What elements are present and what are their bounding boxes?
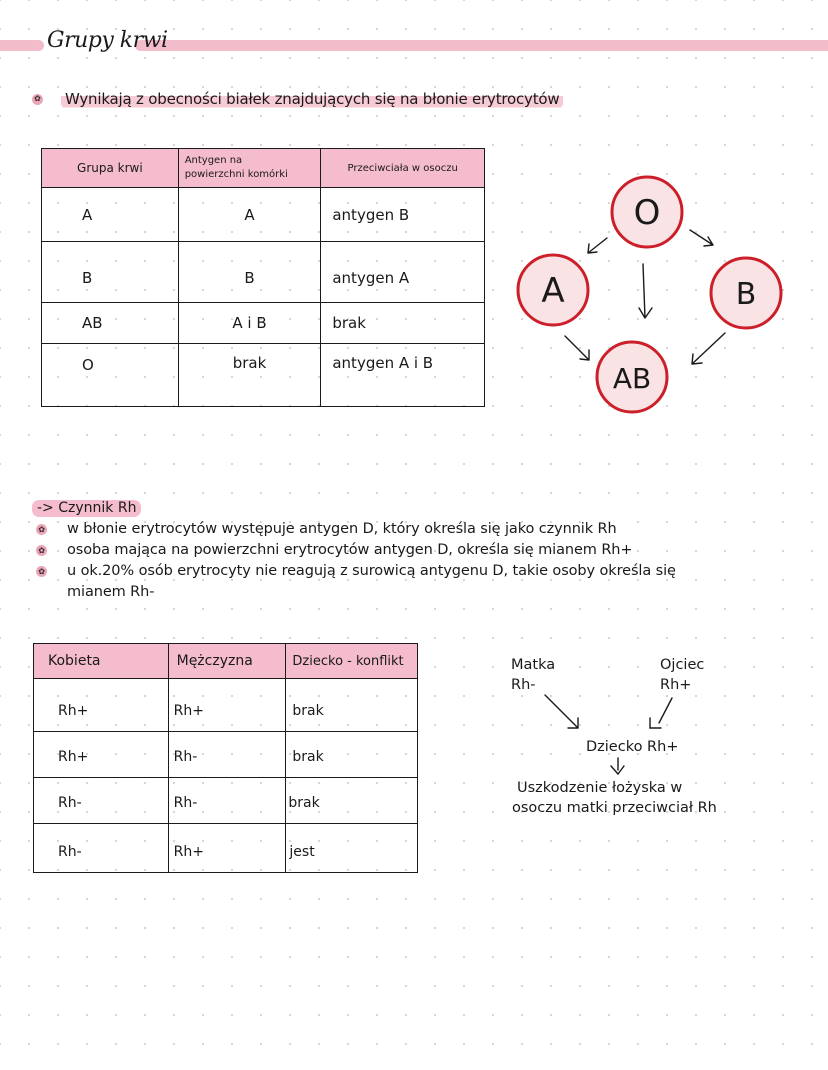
cell-conflict: brak: [286, 732, 418, 778]
cell-antigen: A: [178, 188, 321, 242]
table-header-row: [42, 149, 485, 188]
result-label-line2: osoczu matki przeciwciał Rh: [512, 800, 717, 816]
header-label: Grupa krwi: [77, 161, 143, 175]
cell-woman: Rh+: [34, 732, 169, 778]
intro-text: Wynikają z obecności białek znajdujących się na błonie erytrocytów: [61, 89, 563, 109]
list-item: [36, 540, 796, 561]
cell-antibodies: brak: [321, 303, 485, 344]
blood-compatibility-diagram: [500, 160, 800, 420]
page-title: Grupy krwi: [47, 28, 168, 53]
blood-group-table: [41, 148, 485, 407]
cell-woman: Rh-: [34, 778, 169, 824]
list-item-text: w błonie erytrocytów występuje antygen D, który określa się jako czynnik Rh: [67, 521, 617, 537]
arrow-child-to-result-icon: [611, 758, 624, 774]
table-row: [34, 679, 418, 732]
table-header-row: [34, 644, 418, 679]
header-antibodies: [321, 149, 485, 188]
table-row: [34, 778, 418, 824]
header-blood-group: [42, 149, 179, 188]
rh-flow-arrows: [500, 690, 720, 780]
table-row: [34, 732, 418, 778]
header-woman: Kobieta: [34, 644, 169, 679]
cell-antibodies: antygen A i B: [321, 344, 485, 407]
table-row: [42, 242, 485, 303]
father-label-line1: Ojciec: [660, 657, 705, 673]
arrow-o-to-a-icon: [588, 238, 607, 253]
intro-bullet: [32, 89, 563, 109]
cell-man: Rh+: [168, 824, 286, 873]
cell-conflict: jest: [286, 824, 418, 873]
flower-bullet-icon: ✿: [32, 94, 43, 105]
arrow-father-to-child-icon: [650, 698, 672, 728]
cell-group: O: [42, 344, 179, 407]
cell-man: Rh-: [168, 778, 286, 824]
node-o-label: O: [633, 193, 661, 233]
header-man: Mężczyzna: [168, 644, 286, 679]
flower-bullet-icon: ✿: [36, 524, 47, 535]
cell-conflict: brak: [286, 679, 418, 732]
cell-group: B: [42, 242, 179, 303]
cell-antigen: A i B: [178, 303, 321, 344]
list-item: [36, 561, 796, 603]
arrow-a-to-ab-icon: [565, 336, 589, 360]
title-highlight-left: [0, 40, 44, 51]
table-row: [34, 824, 418, 873]
flower-bullet-icon: ✿: [36, 545, 47, 556]
list-item-text-line1: u ok.20% osób erytrocyty nie reagują z surowicą antygenu D, takie osoby określa się: [67, 563, 676, 579]
cell-man: Rh-: [168, 732, 286, 778]
cell-woman: Rh+: [34, 679, 169, 732]
node-b-label: B: [735, 277, 757, 312]
father-label-line2: Rh+: [660, 677, 692, 693]
cell-antibodies: antygen B: [321, 188, 485, 242]
arrow-b-to-ab-icon: [692, 333, 725, 364]
title-highlight-right: [135, 40, 828, 51]
child-label: Dziecko Rh+: [586, 739, 679, 755]
node-ab-label: AB: [612, 362, 652, 395]
rh-conflict-table: [33, 643, 418, 873]
rh-section-heading: -> Czynnik Rh: [32, 500, 141, 517]
result-label-line1: Uszkodzenie łożyska w: [517, 780, 683, 796]
mother-label-line1: Matka: [511, 657, 556, 673]
table-row: [42, 303, 485, 344]
arrow-o-to-b-icon: [690, 230, 713, 246]
table-row: [42, 344, 485, 407]
header-label-line1: Antygen na: [184, 154, 243, 166]
arrow-o-to-ab-icon: [639, 264, 652, 318]
rh-bullet-list: [36, 519, 796, 603]
cell-conflict: brak: [286, 778, 418, 824]
flower-bullet-icon: ✿: [36, 566, 47, 577]
cell-antigen: brak: [178, 344, 321, 407]
mother-label-line2: Rh-: [511, 677, 536, 693]
header-label-line2: powierzchni komórki: [184, 169, 288, 180]
result-label: [512, 778, 717, 818]
arrow-mother-to-child-icon: [545, 695, 578, 728]
cell-antigen: B: [178, 242, 321, 303]
header-antigen: [178, 149, 321, 188]
cell-antibodies: antygen A: [321, 242, 485, 303]
cell-group: A: [42, 188, 179, 242]
list-item-text: osoba mająca na powierzchni erytrocytów antygen D, określa się mianem Rh+: [67, 542, 633, 558]
mother-label: [511, 655, 555, 695]
father-label: [660, 655, 704, 695]
node-a-label: A: [541, 271, 565, 311]
header-child-conflict: Dziecko - konflikt: [286, 644, 418, 679]
list-item-text-line2: mianem Rh-: [67, 584, 155, 600]
header-label: Przeciwciała w osoczu: [347, 162, 458, 174]
cell-woman: Rh-: [34, 824, 169, 873]
cell-group: AB: [42, 303, 179, 344]
list-item: [36, 519, 796, 540]
cell-man: Rh+: [168, 679, 286, 732]
table-row: [42, 188, 485, 242]
list-item-text: [67, 561, 676, 603]
